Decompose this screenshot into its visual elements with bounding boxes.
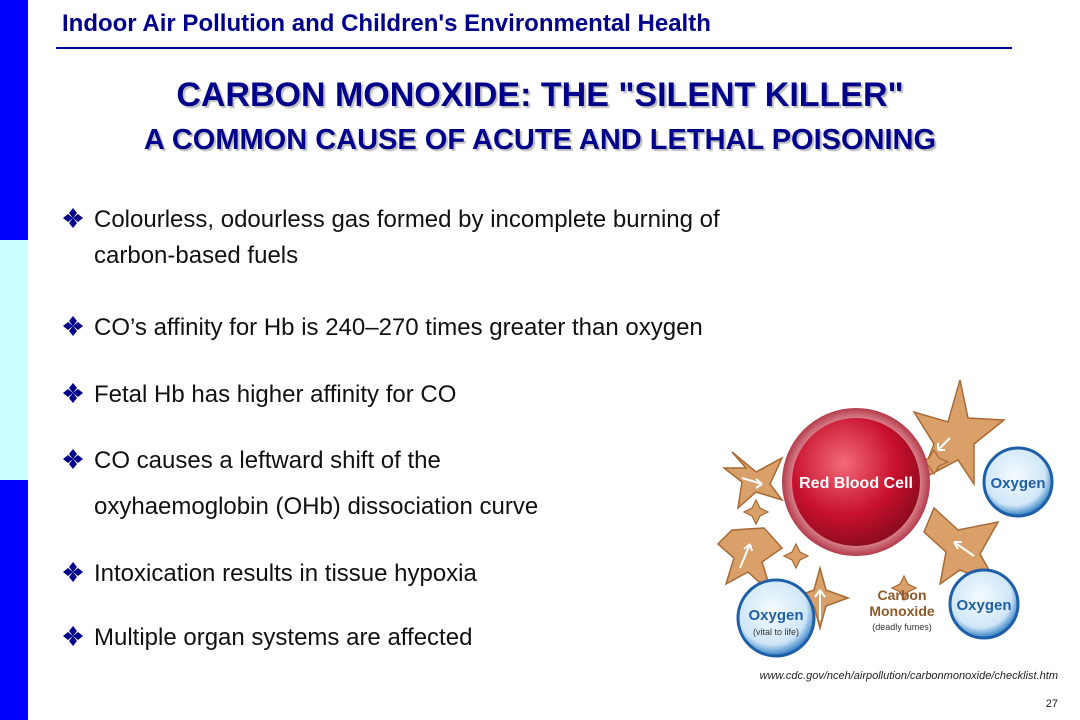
oxygen-vital-label: Oxygen (748, 607, 804, 624)
slide-title-line1: CARBON MONOXIDE: THE "SILENT KILLER" (176, 76, 904, 114)
bullet-text-continuation: carbon-based fuels (94, 242, 299, 269)
bullet-text: Colourless, odourless gas formed by incomplete burning of (94, 206, 720, 233)
oxygen-vital-sublabel: (vital to life) (752, 627, 800, 637)
carbon-monoxide-sublabel: (deadly fumes) (872, 622, 932, 632)
sidebar-bar-middle (0, 240, 28, 480)
diamond-bullet-icon (62, 315, 84, 337)
carbon-monoxide-star (724, 452, 782, 508)
diamond-bullet-icon (62, 561, 84, 583)
carbon-monoxide-star (744, 500, 768, 524)
sidebar-bar-bottom (0, 480, 28, 720)
diamond-bullet-icon (62, 382, 84, 404)
diamond-bullet-icon (62, 207, 84, 229)
bullet-text: Intoxication results in tissue hypoxia (94, 560, 477, 587)
page-number: 27 (1045, 698, 1058, 710)
bullet-text: CO’s affinity for Hb is 240–270 times greater than oxygen (94, 314, 703, 341)
bullet-text-continuation: oxyhaemoglobin (OHb) dissociation curve (94, 493, 539, 520)
carbon-monoxide-label-line2: Monoxide (869, 603, 935, 619)
carbon-monoxide-star (784, 544, 808, 568)
sidebar-bar-top (0, 0, 28, 240)
bullet-text: CO causes a leftward shift of the (94, 447, 441, 474)
carbon-monoxide-label: Carbon (877, 587, 927, 603)
diamond-bullet-icon (62, 448, 84, 470)
red-blood-cell-label: Red Blood Cell (799, 475, 913, 492)
slide-title-line2: A COMMON CAUSE OF ACUTE AND LETHAL POISONING (143, 124, 937, 156)
header-divider (56, 47, 1012, 49)
oxygen-label: Oxygen (956, 597, 1012, 614)
oxygen-label: Oxygen (990, 475, 1046, 492)
header-title: Indoor Air Pollution and Children's Environmental Health (62, 10, 711, 37)
bullet-text: Fetal Hb has higher affinity for CO (94, 381, 457, 408)
red-blood-cell-illustration (712, 372, 1068, 662)
diamond-bullet-icon (62, 625, 84, 647)
source-citation: www.cdc.gov/nceh/airpollution/carbonmonoxide/checklist.htm (759, 670, 1058, 682)
bullet-text: Multiple organ systems are affected (94, 624, 473, 651)
